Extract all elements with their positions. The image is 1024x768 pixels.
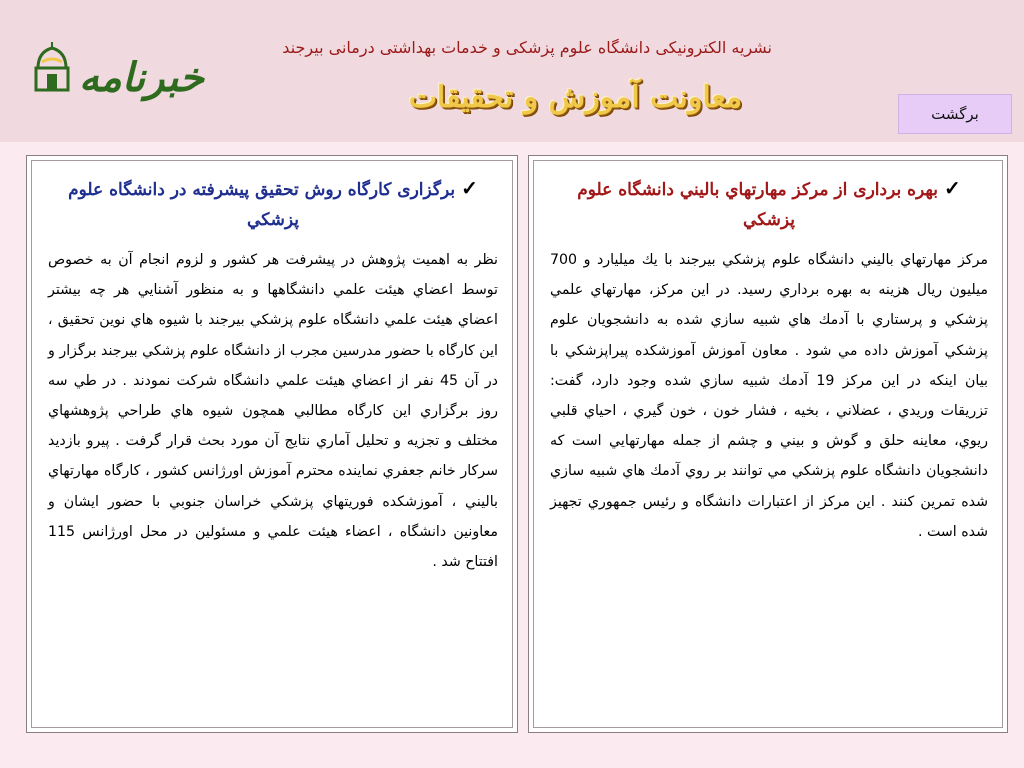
article-panel-left-inner bbox=[31, 160, 513, 728]
checkmark-icon: ✓ bbox=[461, 176, 478, 200]
mosque-dome-icon bbox=[32, 38, 72, 98]
article-body-left: نظر به اهميت پژوهش در پيشرفت هر كشور و لزوم انجام آن به خصوص توسط اعضاي هيئت علمي دانشگاهها و به منظور آشنايي هر چه بيشتر اعضاي هيئت علمي دانشگاه علوم پزشكي بيرجند با شيوه هاي نوين تحقيق ، اين كارگاه با حضور مدرسين مجرب از دانشگاه علوم پزشكي بيرجند برگزار و در آن 45 نفر از اعضاي هيئت علمي دانشگاه شركت نمودند . در طي سه روز برگزاري اين كارگاه مطالبي همچون شيوه هاي طراحي پژوهشهاي مختلف و تجزيه و تحليل آماري نتايج آن مورد بحث قرار گرفت . پيرو بازديد سركار خانم جعفري نماينده محترم آموزش اورژانس كشور ، كارگاه مهارتهاي باليني ، آموزشكده فوريتهاي پزشكي خراسان جنوبي با حضور ايشان و معاونين دانشگاه ، اعضاء هيئت علمي و مسئولين در محل اورژانس 115 افتتاح شد . bbox=[48, 252, 498, 571]
article-title-text: برگزاری كارگاه روش تحقيق پيشرفته در دانشگاه علوم پزشكي bbox=[68, 180, 456, 230]
article-title-text: بهره برداری از مركز مهارتهاي باليني دانشگاه علوم پزشكي bbox=[577, 180, 938, 230]
article-title-right bbox=[550, 173, 988, 235]
article-body-right: مركز مهارتهاي باليني دانشگاه علوم پزشكي بيرجند با يك ميليارد و 700 ميليون ريال هزينه به بهره برداري رسيد. در اين مركز، مهارتهاي علمي پزشكي و پرستاري با آدمك هاي شبيه سازي شده به دانشجويان علوم پزشكي آموزش داده مي شود . معاون آموزش آموزشكده پيراپزشكي با بيان اينكه در اين مركز 19 آدمك شبيه سازي شده وجود دارد، گفت: تزريقات وريدي ، عضلاني ، بخيه ، فشار خون ، خون گيري ، احياي قلبي ريوي، معاينه حلق و گوش و بيني و چشم از جمله مهارتهايي است كه دانشجويان دانشگاه علوم پزشكي مي توانند بر روي آدمك هاي شبيه سازي شده تمرين كنند . اين مركز از اعتبارات دانشگاه و رئيس جمهوري تجهيز شده است . bbox=[550, 252, 988, 540]
article-panel-right bbox=[528, 155, 1008, 733]
department-title: معاونت آموزش و تحقيقات bbox=[408, 80, 742, 115]
back-button[interactable]: برگشت bbox=[898, 94, 1012, 134]
article-panel-right-inner bbox=[533, 160, 1003, 728]
article-title-left bbox=[48, 173, 498, 235]
article-panel-left bbox=[26, 155, 518, 733]
newsletter-title: نشريه الكترونيكی دانشگاه علوم پزشكی و خدمات بهداشتی درمانی بيرجند bbox=[282, 38, 772, 57]
newsletter-logo[interactable] bbox=[32, 28, 204, 118]
checkmark-icon: ✓ bbox=[943, 176, 961, 200]
logo-text: خبرنامه bbox=[78, 54, 204, 101]
header-bar bbox=[0, 0, 1024, 142]
